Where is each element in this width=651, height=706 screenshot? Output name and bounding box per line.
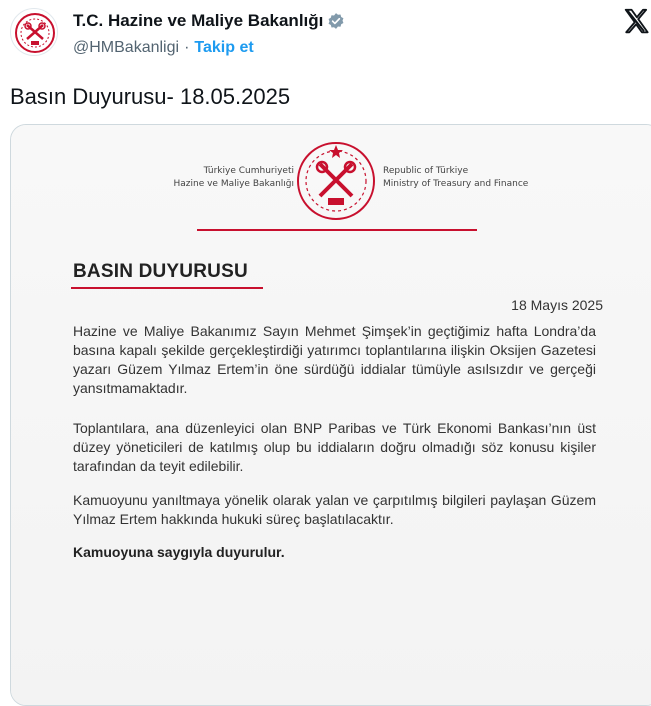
ministry-name-turkish (173, 165, 294, 191)
ministry-name-english (383, 165, 528, 191)
account-avatar[interactable] (10, 8, 58, 56)
ministry-tr-line-2: Hazine ve Maliye Bakanlığı (173, 179, 294, 189)
ministry-tr-line-1: Türkiye Cumhuriyeti (203, 166, 294, 176)
paragraph-1: Hazine ve Maliye Bakanımız Sayın Mehmet Şimşek’in geçtiğimiz hafta Londra’da basına kapalı şekilde gerçekleştirdiği yatırımcı toplantılarına ilişkin Oksijen Gazetesi yazarı Güzem Yılmaz Ertem’in öne sürdüğü iddialar tümüyle asılsızdır ve gerçeği yansıtmamaktadır. (73, 323, 596, 396)
document-title: BASIN DUYURUSU (73, 261, 248, 282)
x-logo-icon[interactable] (622, 6, 651, 36)
header-divider (197, 229, 477, 231)
follow-button[interactable]: Takip et (194, 39, 254, 56)
ministry-en-line-1: Republic of Türkiye (383, 166, 469, 176)
press-release-document (11, 125, 651, 705)
account-display-name[interactable]: T.C. Hazine ve Maliye Bakanlığı (73, 11, 324, 30)
account-handle[interactable]: @HMBakanligi (73, 39, 180, 56)
separator-dot: · (184, 39, 190, 56)
paragraph-3: Kamuoyunu yanıltmaya yönelik olarak yalan ve çarpıtılmış bilgileri paylaşan Güzem Yılmaz Ertem hakkında hukuki süreç başlatılacaktır. (73, 492, 596, 527)
document-date: 18 Mayıs 2025 (511, 297, 603, 313)
closing-statement: Kamuoyuna saygıyla duyurulur. (73, 544, 285, 560)
title-underline (71, 287, 263, 289)
tweet-header (0, 0, 651, 70)
tweet-text: Basın Duyurusu- 18.05.2025 (10, 84, 291, 109)
ministry-en-line-2: Ministry of Treasury and Finance (383, 179, 529, 189)
ministry-logo-icon (11, 9, 58, 56)
attached-image[interactable] (10, 124, 651, 706)
verified-badge-icon (327, 12, 345, 30)
paragraph-2: Toplantılara, ana düzenleyici olan BNP Paribas ve Türk Ekonomi Bankası’nın üst düzey yöneticileri de katılmış olup bu iddiaların doğru olmadığı söz konusu kişiler tarafından da teyit edilebilir. (73, 420, 596, 474)
ministry-seal-icon (295, 140, 377, 222)
